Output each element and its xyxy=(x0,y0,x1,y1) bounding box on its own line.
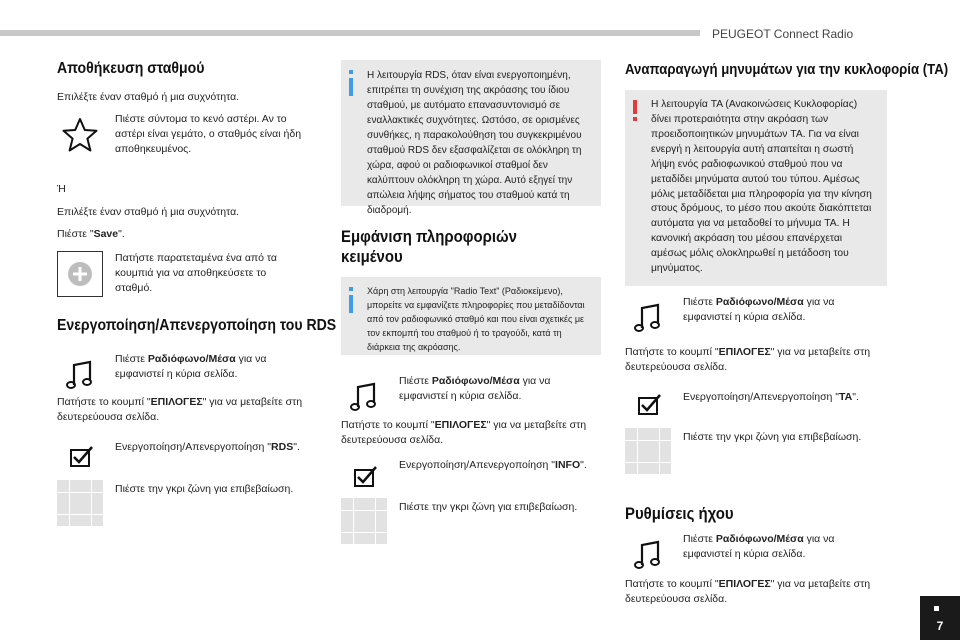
text-fragment: Πιέστε xyxy=(399,375,432,387)
section-title-sound: Ρυθμίσεις ήχου xyxy=(625,504,734,523)
top-rule xyxy=(0,30,700,36)
checkbox-icon xyxy=(625,382,671,428)
star-icon xyxy=(57,112,103,158)
toggle-rds-instruction xyxy=(115,440,315,455)
paragraph-select-station-2: Επιλέξτε έναν σταθμό ή μια συχνότητα. xyxy=(57,206,240,218)
info-icon-stem xyxy=(349,295,353,313)
running-header: PEUGEOT Connect Radio xyxy=(712,27,854,41)
section-title-text-info: Εμφάνιση πληροφοριών κειμένου xyxy=(341,227,517,266)
warning-box-ta xyxy=(625,90,887,286)
section-title-save-station: Αποθήκευση σταθμού xyxy=(57,60,205,77)
star-instruction: Πιέστε σύντομα το κενό αστέρι. Αν το αστέρι είναι γεμάτο, ο σταθμός είναι ήδη αποθηκευμένος. xyxy=(115,113,302,155)
text-fragment: Πιέστε xyxy=(683,296,716,308)
text-fragment: ". xyxy=(852,391,859,403)
info-box-rds-text: Η λειτουργία RDS, όταν είναι ενεργοποιημένη, επιτρέπει τη συνέχιση της ακρόασης του ίδιου σταθμού, με αυτόματο επανασυντονισμό σε εναλλακτικές συχνότητες. Ωστόσο, σε ορισμένες συνθήκες, η παρακολούθηση του συγκεκριμένου σταθμού RDS δεν εξασφαλίζεται σε ολόκληρη τη χώρα, αφού οι ραδιοφωνικοί σταθμοί δεν καλύπτουν ολόκληρη τη χώρα. Αυτό εξηγεί την απώλεια λήψης σήματος του σταθμού κατά τη διαδρομή. xyxy=(367,70,582,216)
text-fragment: Πιέστε xyxy=(115,353,148,365)
section-title-ta: Αναπαραγωγή μηνυμάτων για την κυκλοφορία (TA) xyxy=(625,61,949,78)
text-fragment: " για να μεταβείτε στη δευτερεύουσα σελίδα. xyxy=(625,346,871,373)
info-icon-dot xyxy=(349,70,353,74)
options-label: ΕΠΙΛΟΓΕΣ xyxy=(718,346,771,358)
text-fragment: ". xyxy=(580,459,587,471)
grey-zone-icon xyxy=(57,480,103,526)
radio-media-instruction xyxy=(399,374,589,404)
confirm-instruction: Πιέστε την γκρι ζώνη για επιβεβαίωση. xyxy=(399,501,578,513)
text-fragment: Ενεργοποίηση/Απενεργοποίηση " xyxy=(399,459,556,471)
confirm-instruction: Πιέστε την γκρι ζώνη για επιβεβαίωση. xyxy=(683,431,862,443)
add-preset-icon xyxy=(57,251,103,297)
music-note-icon xyxy=(625,295,671,341)
radio-media-instruction xyxy=(683,295,873,325)
text-fragment: Πιέστε xyxy=(683,533,716,545)
music-note-icon xyxy=(625,532,671,578)
radio-media-label: Ραδιόφωνο/Μέσα xyxy=(715,296,804,308)
rds-label: RDS xyxy=(271,441,294,453)
text-fragment: για να εμφανιστεί η κύρια σελίδα. xyxy=(683,296,835,323)
radio-media-instruction xyxy=(683,532,873,562)
page-tab-mark xyxy=(934,606,939,611)
options-label: ΕΠΙΛΟΓΕΣ xyxy=(718,578,771,590)
checkbox-icon xyxy=(341,454,387,500)
confirm-instruction: Πιέστε την γκρι ζώνη για επιβεβαίωση. xyxy=(115,483,294,495)
text-fragment: " για να μεταβείτε στη δευτερεύουσα σελίδα. xyxy=(341,419,587,446)
text-fragment: Πατήστε το κουμπί " xyxy=(625,346,719,358)
toggle-info-instruction xyxy=(399,458,599,473)
info-box-radiotext xyxy=(341,277,601,355)
warning-box-ta-text: Η λειτουργία TA (Ανακοινώσεις Κυκλοφορίας) δίνει προτεραιότητα στην ακρόαση των προειδοποιητικών μηνυμάτων TA. Για να είναι ενεργή η λειτουργία αυτή απαιτείται η σωστή λήψη ενός ραδιοφωνικού σταθμού που να μεταδίδει μηνύματα αυτού του τύπου. Αμέσως μόλις μεταδίδεται μια πληροφορία για την κίνηση στους δρόμους, το μέσο που ακούτε διακόπτεται αυτόματα για να μεταδοθεί το μήνυμα TA. Η κανονική ακρόαση του μέσου επανέρχεται αμέσως μόλις ολοκληρωθεί η μετάδοση του μηνύματος. xyxy=(651,99,872,275)
section-title-rds: Ενεργοποίηση/Απενεργοποίηση του RDS xyxy=(57,317,337,334)
text-fragment: Ενεργοποίηση/Απενεργοποίηση " xyxy=(115,441,272,453)
options-label: ΕΠΙΛΟΓΕΣ xyxy=(150,396,203,408)
radio-media-label: Ραδιόφωνο/Μέσα xyxy=(431,375,520,387)
text-fragment: Πιέστε " xyxy=(57,228,94,240)
music-note-icon xyxy=(57,352,103,398)
toggle-ta-instruction xyxy=(683,390,883,405)
info-label: INFO xyxy=(555,459,581,471)
text-fragment: για να εμφανιστεί η κύρια σελίδα. xyxy=(399,375,551,402)
text-fragment: ". xyxy=(118,228,125,240)
paragraph-select-station: Επιλέξτε έναν σταθμό ή μια συχνότητα. xyxy=(57,91,240,103)
radio-media-label: Ραδιόφωνο/Μέσα xyxy=(147,353,236,365)
text-fragment: Πατήστε το κουμπί " xyxy=(341,419,435,431)
text-fragment: για να εμφανιστεί η κύρια σελίδα. xyxy=(683,533,835,560)
page-tab xyxy=(920,596,960,640)
info-icon-dot xyxy=(349,287,353,291)
text-fragment: για να εμφανιστεί η κύρια σελίδα. xyxy=(115,353,267,380)
text-fragment: " για να μεταβείτε στη δευτερεύουσα σελίδα. xyxy=(57,396,303,423)
info-box-rds xyxy=(341,60,601,216)
paragraph-options-2 xyxy=(625,577,885,607)
radio-media-label: Ραδιόφωνο/Μέσα xyxy=(715,533,804,545)
text-fragment: " για να μεταβείτε στη δευτερεύουσα σελίδα. xyxy=(625,578,871,605)
warning-icon-stem xyxy=(633,100,637,114)
or-separator: Ή xyxy=(57,183,66,195)
grey-zone-icon xyxy=(625,428,671,474)
paragraph-options xyxy=(57,395,312,425)
page-number: 7 xyxy=(936,619,944,633)
text-fragment: ". xyxy=(293,441,300,453)
paragraph-options xyxy=(341,418,596,448)
save-label: Save xyxy=(93,228,119,240)
grey-zone-icon xyxy=(341,498,387,544)
info-box-radiotext-text: Χάρη στη λειτουργία "Radio Text" (Ραδιοκείμενο), μπορείτε να εμφανίζετε πληροφορίες που μεταδίδονται από τον ραδιοφωνικό σταθμό και που είναι σχετικές με τον εκπομπή του σταθμού ή το τραγούδι, κατά τη διάρκεια της ακρόασης. xyxy=(367,286,585,352)
text-fragment: Ενεργοποίηση/Απενεργοποίηση " xyxy=(683,391,840,403)
options-label: ΕΠΙΛΟΓΕΣ xyxy=(434,419,487,431)
warning-icon-dot xyxy=(633,117,637,121)
text-fragment: Πατήστε το κουμπί " xyxy=(625,578,719,590)
paragraph-press-save xyxy=(57,227,307,242)
preset-instruction: Πατήστε παρατεταμένα ένα από τα κουμπιά για να αποθηκεύσετε το σταθμό. xyxy=(115,252,278,294)
ta-label: TA xyxy=(839,391,853,403)
music-note-icon xyxy=(341,374,387,420)
checkbox-icon xyxy=(57,434,103,480)
paragraph-options xyxy=(625,345,885,375)
info-icon-stem xyxy=(349,78,353,96)
text-fragment: Πατήστε το κουμπί " xyxy=(57,396,151,408)
radio-media-instruction xyxy=(115,352,305,382)
